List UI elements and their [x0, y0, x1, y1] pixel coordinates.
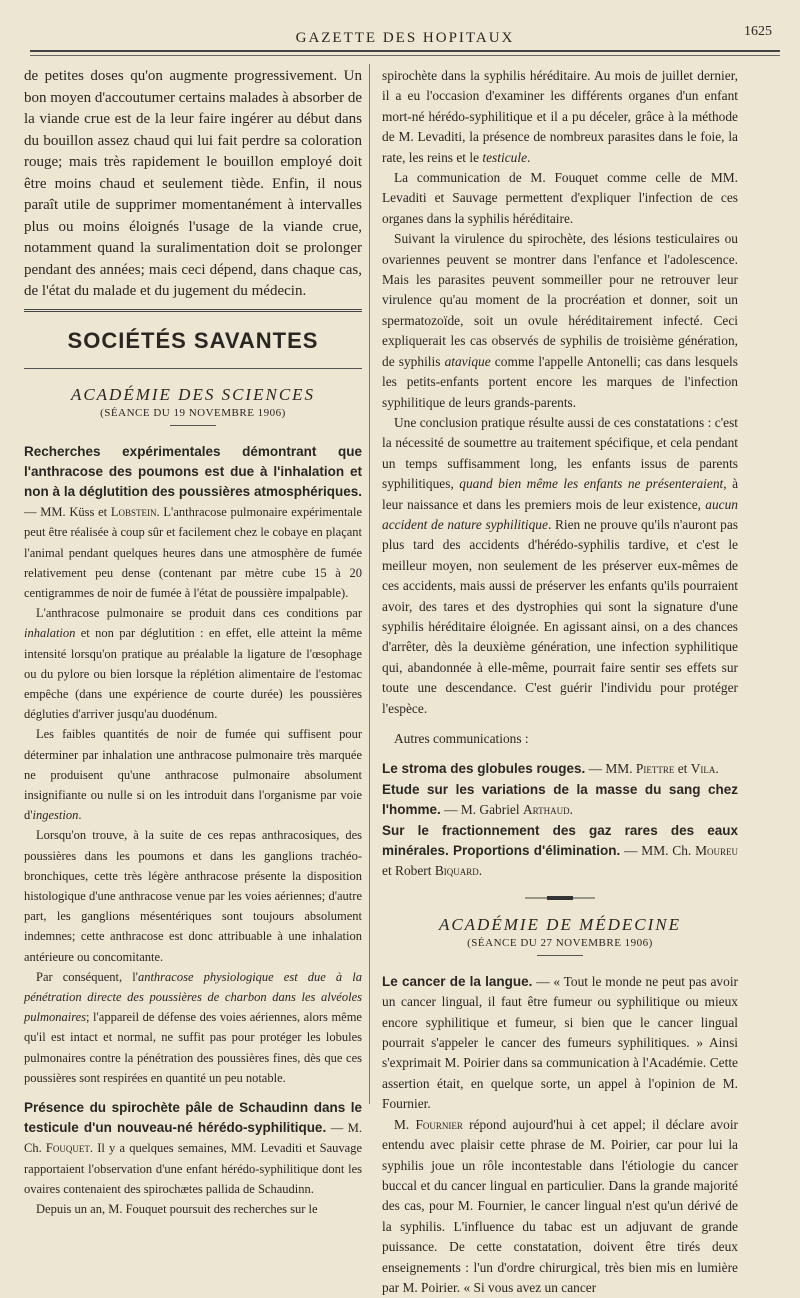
text-run: Par conséquent, l': [36, 969, 138, 984]
section-title: SOCIÉTÉS SAVANTES: [67, 327, 319, 353]
separator-ornament: [525, 895, 595, 901]
paragraph: [24, 603, 362, 724]
italic-run: anthracose physiologique est due à la pénétration directe des poussières de charbon dans les alvéoles pulmonaires: [24, 969, 362, 1025]
article-headline: Présence du spirochète pâle de Schaudinn dans le testicule d'un nouveau-né hérédo-syphilitique.: [24, 1100, 362, 1136]
text-run: comme l'appelle Antonelli; cas dans lesquels les petits-enfants portent encore les marques de l'infection syphilitique de leurs grands-parents.: [382, 353, 738, 410]
section-rule-bottom: [24, 368, 362, 369]
decorative-separator: [382, 890, 738, 905]
italic-run: aucun accident de nature syphilitique: [382, 496, 738, 532]
header-rule-thin: [30, 55, 780, 56]
short-rule: [170, 425, 216, 426]
paragraph: [24, 967, 362, 1088]
text-run: — M. Gabriel: [440, 802, 523, 818]
section-rule-top: [24, 309, 362, 312]
article-text: . Il y a quelques semaines, MM. Levaditi et Sauvage rapportaient l'observation d'une enfant hérédo-syphilitique dont les ovaires contenaient des spirochætes pallida de Schaudinn.: [24, 1141, 362, 1196]
italic-run: inhalation: [24, 626, 76, 641]
italic-run: testicule: [482, 149, 528, 165]
text-run: répond aujourd'hui à cet appel; il déclare avoir entendu avec plaisir cette phrase de M. Poirier, car pour lui la syphilis joue un rôle incontestable dans l'étiologie du cancer buccal et du cancer lingual en particulier. Dans la grande majorité des cas, pour M. Fournier, le cancer lingual n'est qu'un dérivé de la syphilis. L'influence du tabac est un adjuvant de grande puissance. De cette constatation, doivent être tirés deux enseignements : l'un d'ordre chirurgical, très bien mis en lumière par M. Poirier. « Si vous avez un cancer: [382, 1116, 739, 1295]
column-divider: [369, 64, 370, 1104]
text-run: .: [715, 761, 719, 777]
academy-sciences-title: ACADÉMIE DES SCIENCES: [70, 384, 316, 404]
seance-date: (SÉANCE DU 27 NOVEMBRE 1906): [467, 936, 653, 949]
paragraph: La communication de M. Fouquet comme celle de MM. Levaditi et Sauvage permettent d'expliquer l'infection de ces organes dans la syphilis héréditaire.: [382, 170, 738, 226]
paragraph: Depuis un an, M. Fouquet poursuit des recherches sur le: [36, 1202, 318, 1217]
article-headline: Le cancer de la langue.: [382, 973, 533, 989]
text-run: M.: [394, 1116, 416, 1132]
text-run: .: [478, 863, 483, 879]
article-text: . L'anthracose pulmonaire expérimentale peut être réalisée à coup sûr et facilement chez le cobaye en plaçant l'animal pendant quelques heures dans une atmosphère de fumée relativement peu dense (contenant par mètre cube 15 à 20 centigrammes de noir de fumée à l'état de poussière impalpable).: [24, 505, 363, 600]
author-prefix: — MM. Küss et: [24, 505, 111, 520]
other-communications-label: Autres communications :: [394, 731, 529, 746]
author-name: Biquard: [434, 863, 479, 879]
text-run: Suivant la virulence du spirochète, des lésions testiculaires ou ovariennes peuvent se montrer dans l'enfance et l'adolescence. Mais les parasites peuvent sommeiller pour ne retrouver leur virulence qu'au moment de la procréation et donner, soit un spermatozoïde, soit un ovule héréditairement infecté. Ceci expliquerait les cas observés de syphilis de troisième génération, de syphilis: [382, 231, 738, 369]
author-name: Piettre: [635, 761, 675, 777]
short-rule: [537, 955, 583, 956]
paragraph: [382, 66, 738, 168]
header-rule: [30, 50, 780, 52]
seance-date: (SÉANCE DU 19 NOVEMBRE 1906): [100, 406, 286, 419]
communication-headline: Etude sur les variations de la masse du sang chez l'homme.: [382, 781, 738, 818]
journal-title: GAZETTE DES HOPITAUX: [295, 30, 515, 46]
author-name: Arthaud: [522, 802, 570, 818]
left-column: [24, 66, 362, 1219]
communication-headline: Sur le fractionnement des gaz rares des eaux minérales. Proportions d'élimination.: [382, 822, 738, 859]
intro-paragraph: de petites doses qu'on augmente progressivement. Un bon moyen d'accoutumer certains malades à absorber de la viande crue est de la leur faire ingérer au début dans du bouillon assez chaud qui lui fait perdre sa coloration rouge; mais très rapidement le bouillon employé doit être moins chaud et seulement tiède. Enfin, il nous paraît utile de supprimer momentanément à intervalles plus ou moins éloignés l'usage de la viande crue, notamment quand la suralimentation doit se prolonger pendant des années; mais ceci dépend, dans chaque cas, de l'état du malade et du jugement du médecin.: [24, 68, 362, 299]
text-run: Une conclusion pratique résulte aussi de ces constatations : c'est la nécessité de soumettre au traitement spécifique, et cela pendant un temps suffisamment long, les enfants issus de parents syphilitiques,: [382, 414, 738, 492]
communication-item: [382, 780, 738, 821]
text-run: et: [674, 761, 691, 777]
author-name: Vila: [690, 761, 716, 777]
text-run: — MM. Ch.: [620, 843, 696, 859]
author-name: Fouquet: [45, 1141, 90, 1156]
text-run: et non par déglutition : en effet, elle atteint la même intensité lorsqu'on pratique au préalable la ligature de l'œsophage ou du pylore ou bien lorsque la réplétion alimentaire de l'estomac empêche (dans une expérience de courte durée) les poussières dégluties d'arriver jusqu'au duodénum.: [24, 626, 362, 722]
spacer: [382, 719, 738, 729]
paragraph: Lorsqu'on trouve, à la suite de ces repas anthracosiques, des poussières dans les poumons et dans les ganglions trachéo-bronchiques, cette très légère anthracose présente la disposition histologique d'une anthracose venue par les voies aériennes; d'autre part, les ganglions mésentériques sont toujours absolument indemnes; cette anthracose est donc attribuable à une inhalation antérieure ou concomitante.: [24, 828, 362, 964]
spacer: [24, 1088, 362, 1098]
text-run: , à leur naissance et dans les premiers mois de leur existence,: [382, 476, 739, 512]
paragraph: [24, 724, 362, 825]
communication-headline: Le stroma des globules rouges.: [382, 761, 586, 777]
text-run: .: [569, 802, 573, 818]
page-number: 1625: [744, 24, 772, 39]
article-text: — « Tout le monde ne peut pas avoir un cancer lingual, il faut être fumeur ou syphilitique ou mieux encore syphilitique et fumeur, si bien que le cancer lingual pourrait s'appeler le cancer des fumeurs syphilitiques. » Ainsi s'exprimait M. Poirier dans sa communication à l'Académie. Cette assertion était, en quelque sorte, un appel à l'opinion de M. Fournier.: [382, 973, 738, 1112]
text-run: Les faibles quantités de noir de fumée qui suffisent pour déterminer par inhalation une anthracose pulmonaire très marquée ne produisent qu'une anthracose pulmonaire absolument insignifiante ou nulle si on les introduit dans l'organisme par voie d': [24, 727, 362, 823]
italic-run: quand bien même les enfants ne présenteraient: [459, 476, 724, 492]
author-prefix: — M. Ch.: [24, 1121, 362, 1156]
right-column: [382, 66, 738, 1298]
author-name: Moureu: [695, 843, 738, 859]
text-run: . Rien ne prouve qu'ils n'auront pas plus tard des accidents d'hérédo-syphilis tardive, et c'est le meilleur moyen, non seulement de les préserver eux-mêmes de ces accidents, mais aussi de préserver les enfants qu'ils pourraient avoir, des tares et des dystrophies qui sont la signature d'une syphilis héréditaire éloignée. En agissant ainsi, on a des chances d'arrêter, dès la deuxième génération, une infection syphilitique qui, abandonnée à elle-même, pourrait faire sentir ses effets sur toute une descendance. C'est guérir l'individu pour protéger l'espèce.: [382, 516, 739, 716]
article-spirochete: [24, 1098, 362, 1199]
italic-run: ingestion: [32, 808, 79, 823]
text-run: et Robert: [382, 863, 435, 879]
author-name: Fournier: [415, 1116, 463, 1132]
communication-item: [382, 821, 738, 882]
author-name: Lobstein: [110, 505, 157, 520]
paragraph: [382, 1115, 738, 1298]
communication-item: [382, 759, 738, 779]
spacer: [382, 749, 738, 759]
text-run: L'anthracose pulmonaire se produit dans ces conditions par: [36, 606, 362, 621]
text-run: .: [78, 808, 82, 823]
paragraph: [382, 413, 738, 719]
paragraph: [382, 229, 738, 413]
article-anthracose: [24, 442, 362, 604]
text-run: ; l'appareil de défense des voies aériennes, alors même qu'il est intact et normal, ne suffit pas pour protéger les lobules pulmonaires contre la pénétration des poussières fines, dès que ces poussières sont respirées en quantité un peu notable.: [24, 1010, 362, 1085]
text-run: .: [527, 149, 531, 165]
italic-run: atavique: [444, 353, 491, 369]
text-run: — MM.: [585, 761, 636, 777]
article-cancer-langue: [382, 972, 738, 1115]
article-headline: Recherches expérimentales démontrant que l'anthracose des poumons est due à l'inhalation et non à la déglutition des poussières atmosphériques.: [24, 443, 362, 499]
text-run: spirochète dans la syphilis héréditaire. Au mois de juillet dernier, il a eu l'occasion d'examiner les différents organes d'un enfant mort-né hérédo-syphilitique et il a pu déceler, grâce à la méthode de M. Levaditi, la présence de nombreux parasites dans le foie, la rate, les reins et le: [382, 68, 738, 165]
academy-medecine-title: ACADÉMIE DE MÉDECINE: [438, 914, 682, 934]
